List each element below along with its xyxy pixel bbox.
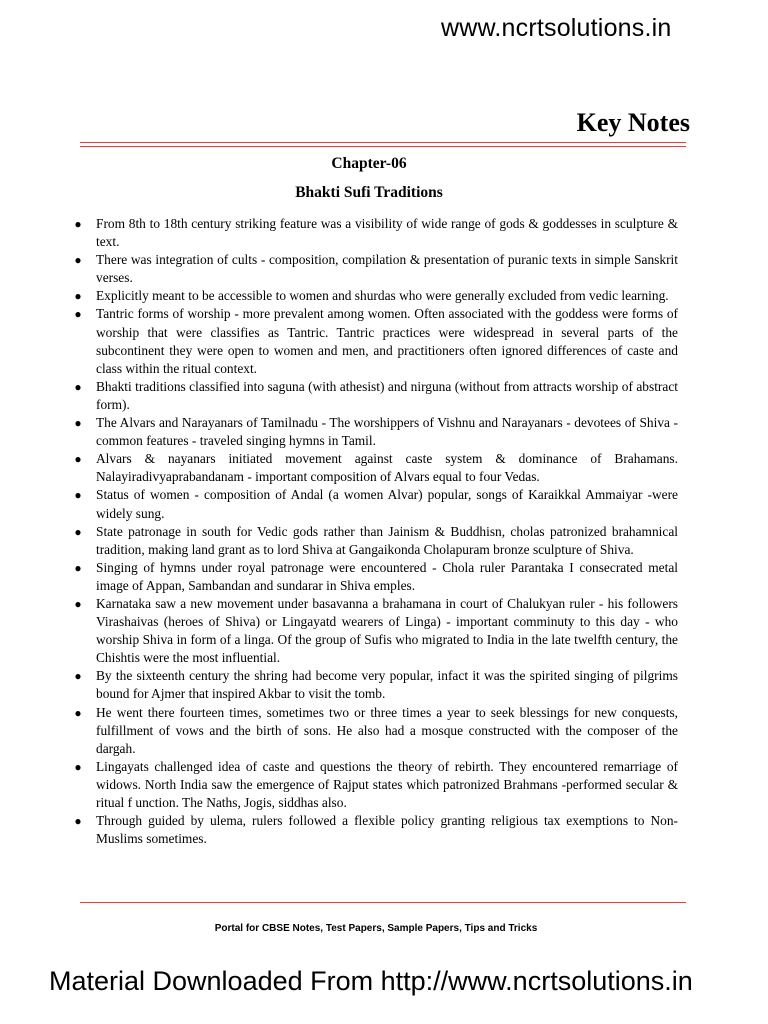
bullet-icon: ● [74, 289, 82, 304]
note-item [72, 559, 678, 595]
chapter-title: Bhakti Sufi Traditions [295, 184, 443, 201]
note-item [72, 667, 678, 703]
note-item [72, 215, 678, 251]
bullet-icon: ● [74, 217, 82, 231]
note-item [72, 287, 678, 305]
note-text: State patronage in south for Vedic gods rather than Jainism & Buddhisn, cholas patronized brahamnical tradition, making land grant as to lord Shiva at Gangaikonda Cholapuram bronze sculpture of Shiva. [96, 523, 678, 557]
bullet-icon: ● [74, 379, 82, 394]
key-notes-heading: Key Notes [576, 108, 690, 137]
note-item [72, 523, 678, 559]
note-text: By the sixteenth century the shring had become very popular, infact it was the spirited singing of pilgrims bound for Ajmer that inspired Akbar to visit the tomb. [96, 668, 678, 702]
bullet-icon: ● [74, 253, 82, 268]
note-text: Singing of hymns under royal patronage were encountered - Chola ruler Parantaka I consecrated metal image of Appan, Sambandan and sundarar in Shiva emples. [96, 559, 678, 593]
chapter-number: Chapter-06 [331, 155, 407, 172]
note-item [72, 486, 678, 522]
note-text: Status of women - composition of Andal (a women Alvar) popular, songs of Karaikkal Ammaiyar -were widely sung. [96, 487, 678, 521]
note-text: Through guided by ulema, rulers followed a flexible policy granting religious tax exemptions to Non-Muslims sometimes. [96, 813, 678, 847]
footer-rule [80, 902, 686, 903]
bullet-icon: ● [74, 669, 82, 684]
note-item [72, 305, 678, 377]
note-item [72, 595, 678, 667]
note-item [72, 704, 678, 758]
bullet-icon: ● [74, 307, 82, 322]
bullet-icon: ● [74, 524, 82, 539]
note-item [72, 378, 678, 414]
note-text: Tantric forms of worship - more prevalent among women. Often associated with the goddess were forms of worship that were classifies as Tantric. Tantric practices were widespread in several parts of the subcontinent they were open to women and men, and practitioners often ignored differences of caste and class within the ritual context. [96, 306, 678, 376]
bullet-icon: ● [74, 705, 82, 720]
bullet-icon: ● [74, 488, 82, 503]
bullet-icon: ● [74, 560, 82, 575]
note-text: He went there fourteen times, sometimes two or three times a year to seek blessings for new conquests, fulfillment of vows and the birth of sons. He also had a mosque constructed with the composer of the dargah. [96, 704, 678, 756]
bullet-icon: ● [74, 596, 82, 611]
note-text: Lingayats challenged idea of caste and questions the theory of rebirth. They encountered remarriage of widows. North India saw the emergence of Rajput states which patronized Brahmans -performed secular & ritual f unction. The Naths, Jogis, siddhas also. [96, 758, 678, 810]
note-item [72, 251, 678, 287]
bullet-icon: ● [74, 814, 82, 829]
note-text: Karnataka saw a new movement under basavanna a brahamana in court of Chalukyan ruler - his followers Virashaivas (heroes of Shiva) or Lingayatd wearers of Linga) - important comminuty to this day - who worship Shiva in form of a linga. Of the group of Sufis who migrated to India in the late twelfth century, the Chishtis were the most influential. [96, 595, 678, 666]
notes-list [72, 215, 678, 848]
site-url[interactable]: www.ncrtsolutions.in [441, 14, 672, 42]
note-item [72, 758, 678, 812]
bullet-icon: ● [74, 416, 82, 431]
portal-tagline: Portal for CBSE Notes, Test Papers, Sample Papers, Tips and Tricks [214, 923, 538, 934]
note-item [72, 812, 678, 848]
bullet-icon: ● [74, 759, 82, 774]
header-rule [80, 142, 686, 147]
note-text: Alvars & nayanars initiated movement against caste system & dominance of Brahamans. Nalayiradivyaprabandanam - important composition of Alvars equal to four Vedas. [96, 451, 678, 485]
note-text: Explicitly meant to be accessible to women and shurdas who were generally excluded from vedic learning. [96, 288, 669, 304]
note-item [72, 450, 678, 486]
download-banner[interactable]: Material Downloaded From http://www.ncrtsolutions.in [49, 966, 693, 996]
note-text: Bhakti traditions classified into saguna (with athesist) and nirguna (without from attracts worship of abstract form). [96, 378, 678, 412]
note-text: There was integration of cults - composition, compilation & presentation of puranic texts in simple Sanskrit verses. [96, 252, 678, 286]
note-text: From 8th to 18th century striking feature was a visibility of wide range of gods & goddesses in sculpture & text. [96, 216, 678, 250]
note-item [72, 414, 678, 450]
bullet-icon: ● [74, 452, 82, 467]
note-text: The Alvars and Narayanars of Tamilnadu - The worshippers of Vishnu and Narayanars - devotees of Shiva - common features - traveled singing hymns in Tamil. [96, 415, 678, 449]
